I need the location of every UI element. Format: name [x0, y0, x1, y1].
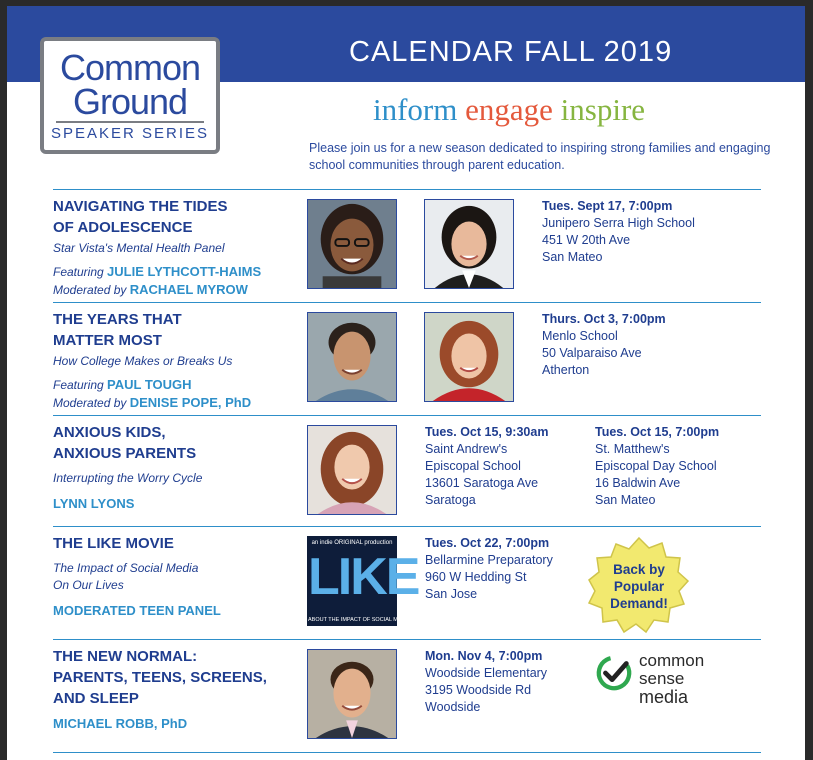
speaker-name: MICHAEL ROBB, PhD [53, 716, 188, 731]
event-1-schedule [542, 198, 695, 266]
poster-credit: an indie ORIGINAL production [311, 540, 393, 546]
event-title-line: OF ADOLESCENCE [53, 219, 193, 236]
featured-speaker: PAUL TOUGH [107, 377, 192, 392]
event-venue: Episcopal School [425, 459, 521, 473]
event-date: Thurs. Oct 3, 7:00pm [542, 312, 666, 326]
event-5-description [53, 646, 293, 732]
poster-caption: ABOUT THE IMPACT OF SOCIAL ME [308, 617, 402, 623]
event-3-session-2 [595, 424, 719, 509]
event-title-line: THE NEW NORMAL: [53, 648, 198, 665]
badge-text [589, 561, 689, 612]
event-title-line: NAVIGATING THE TIDES [53, 198, 228, 215]
event-address: 451 W 20th Ave [542, 233, 631, 247]
moderator-name: RACHAEL MYROW [129, 282, 248, 297]
event-title-line: PARENTS, TEENS, SCREENS, [53, 669, 267, 686]
event-2-description [53, 309, 293, 412]
event-address: 960 W Hedding St [425, 570, 527, 584]
featuring-line [53, 376, 293, 394]
event-date: Tues. Oct 15, 7:00pm [595, 425, 720, 439]
section-divider [53, 752, 761, 753]
event-venue: St. Matthew's [595, 442, 670, 456]
event-address: 50 Valparaiso Ave [542, 346, 642, 360]
event-venue: Saint Andrew's [425, 442, 508, 456]
event-venue: Episcopal Day School [595, 459, 717, 473]
event-5-schedule [425, 648, 547, 716]
moderated-label: Moderated by [53, 283, 127, 297]
flyer-page [7, 6, 805, 760]
event-title-line: ANXIOUS KIDS, [53, 424, 166, 441]
event-city: San Mateo [542, 250, 603, 264]
checkmark-icon [595, 654, 633, 692]
section-divider [53, 639, 761, 640]
tagline-engage: engage [465, 92, 553, 127]
badge-line: Demand! [610, 596, 668, 611]
section-divider [53, 302, 761, 303]
event-title-line: AND SLEEP [53, 690, 139, 707]
back-by-popular-demand-badge [589, 536, 689, 636]
event-3-session-1 [425, 424, 548, 509]
event-date: Tues. Oct 15, 9:30am [425, 425, 549, 439]
movie-poster [307, 536, 419, 626]
event-venue: Junipero Serra High School [542, 216, 695, 230]
speaker-photo [307, 425, 397, 515]
speaker-name: MODERATED TEEN PANEL [53, 603, 221, 618]
event-venue: Menlo School [542, 329, 618, 343]
speaker-name: LYNN LYONS [53, 496, 135, 511]
badge-line: Popular [613, 579, 665, 594]
featured-speaker: JULIE LYTHCOTT-HAIMS [107, 264, 262, 279]
partner-wordmark [639, 652, 704, 706]
event-address: 3195 Woodside Rd [425, 683, 532, 697]
logo-divider [56, 121, 204, 123]
event-city: Woodside [425, 700, 481, 714]
event-title-line: THE YEARS THAT [53, 311, 182, 328]
event-subtitle: On Our Lives [53, 578, 124, 592]
featuring-label: Featuring [53, 265, 104, 279]
moderated-label: Moderated by [53, 396, 127, 410]
common-ground-logo [40, 37, 220, 154]
event-subtitle: How College Makes or Breaks Us [53, 354, 233, 368]
event-subtitle: Interrupting the Worry Cycle [53, 471, 203, 485]
event-title-line: ANXIOUS PARENTS [53, 445, 197, 462]
moderator-photo [424, 199, 514, 289]
featuring-label: Featuring [53, 378, 104, 392]
speaker-photo [307, 199, 397, 289]
event-city: San Mateo [595, 493, 656, 507]
event-title-line: THE LIKE MOVIE [53, 535, 174, 552]
common-sense-media-logo [595, 652, 735, 708]
speaker-photo [307, 649, 397, 739]
moderator-line [53, 394, 293, 412]
event-venue: Woodside Elementary [425, 666, 548, 680]
event-address: 16 Baldwin Ave [595, 476, 681, 490]
section-divider [53, 415, 761, 416]
moderator-line [53, 281, 293, 299]
event-city: Atherton [542, 363, 590, 377]
event-subtitle: The Impact of Social Media [53, 561, 199, 575]
event-date: Tues. Oct 22, 7:00pm [425, 536, 550, 550]
logo-line-ground: Ground [72, 81, 188, 122]
calendar-title: CALENDAR FALL 2019 [349, 36, 673, 68]
event-date: Mon. Nov 4, 7:00pm [425, 649, 543, 663]
featuring-line [53, 263, 293, 281]
logo-line-speaker-series: SPEAKER SERIES [50, 125, 210, 142]
partner-word: sense [639, 669, 685, 688]
event-subtitle: Star Vista's Mental Health Panel [53, 241, 225, 255]
event-date: Tues. Sept 17, 7:00pm [542, 199, 673, 213]
event-3-description [53, 422, 293, 512]
event-address: 13601 Saratoga Ave [425, 476, 539, 490]
partner-word: common [639, 651, 705, 670]
speaker-photo [307, 312, 397, 402]
event-title-line: MATTER MOST [53, 332, 162, 349]
badge-line: Back by [613, 562, 665, 577]
event-city: Saratoga [425, 493, 476, 507]
logo-line-common: Common [59, 47, 201, 88]
section-divider [53, 189, 761, 190]
intro-text: Please join us for a new season dedicated to inspiring strong families and engaging school communities through parent education. [309, 141, 771, 172]
event-2-schedule [542, 311, 666, 379]
event-city: San Jose [425, 587, 478, 601]
event-4-description [53, 533, 293, 619]
tagline-inform: inform [373, 92, 458, 127]
event-4-schedule [425, 535, 553, 603]
partner-word: media [639, 687, 689, 707]
tagline [373, 92, 645, 128]
event-venue: Bellarmine Preparatory [425, 553, 553, 567]
moderator-photo [424, 312, 514, 402]
poster-title: LIKE [308, 548, 419, 606]
event-1-description [53, 196, 293, 299]
tagline-inspire: inspire [560, 92, 646, 127]
section-divider [53, 526, 761, 527]
moderator-name: DENISE POPE, PhD [129, 395, 252, 410]
